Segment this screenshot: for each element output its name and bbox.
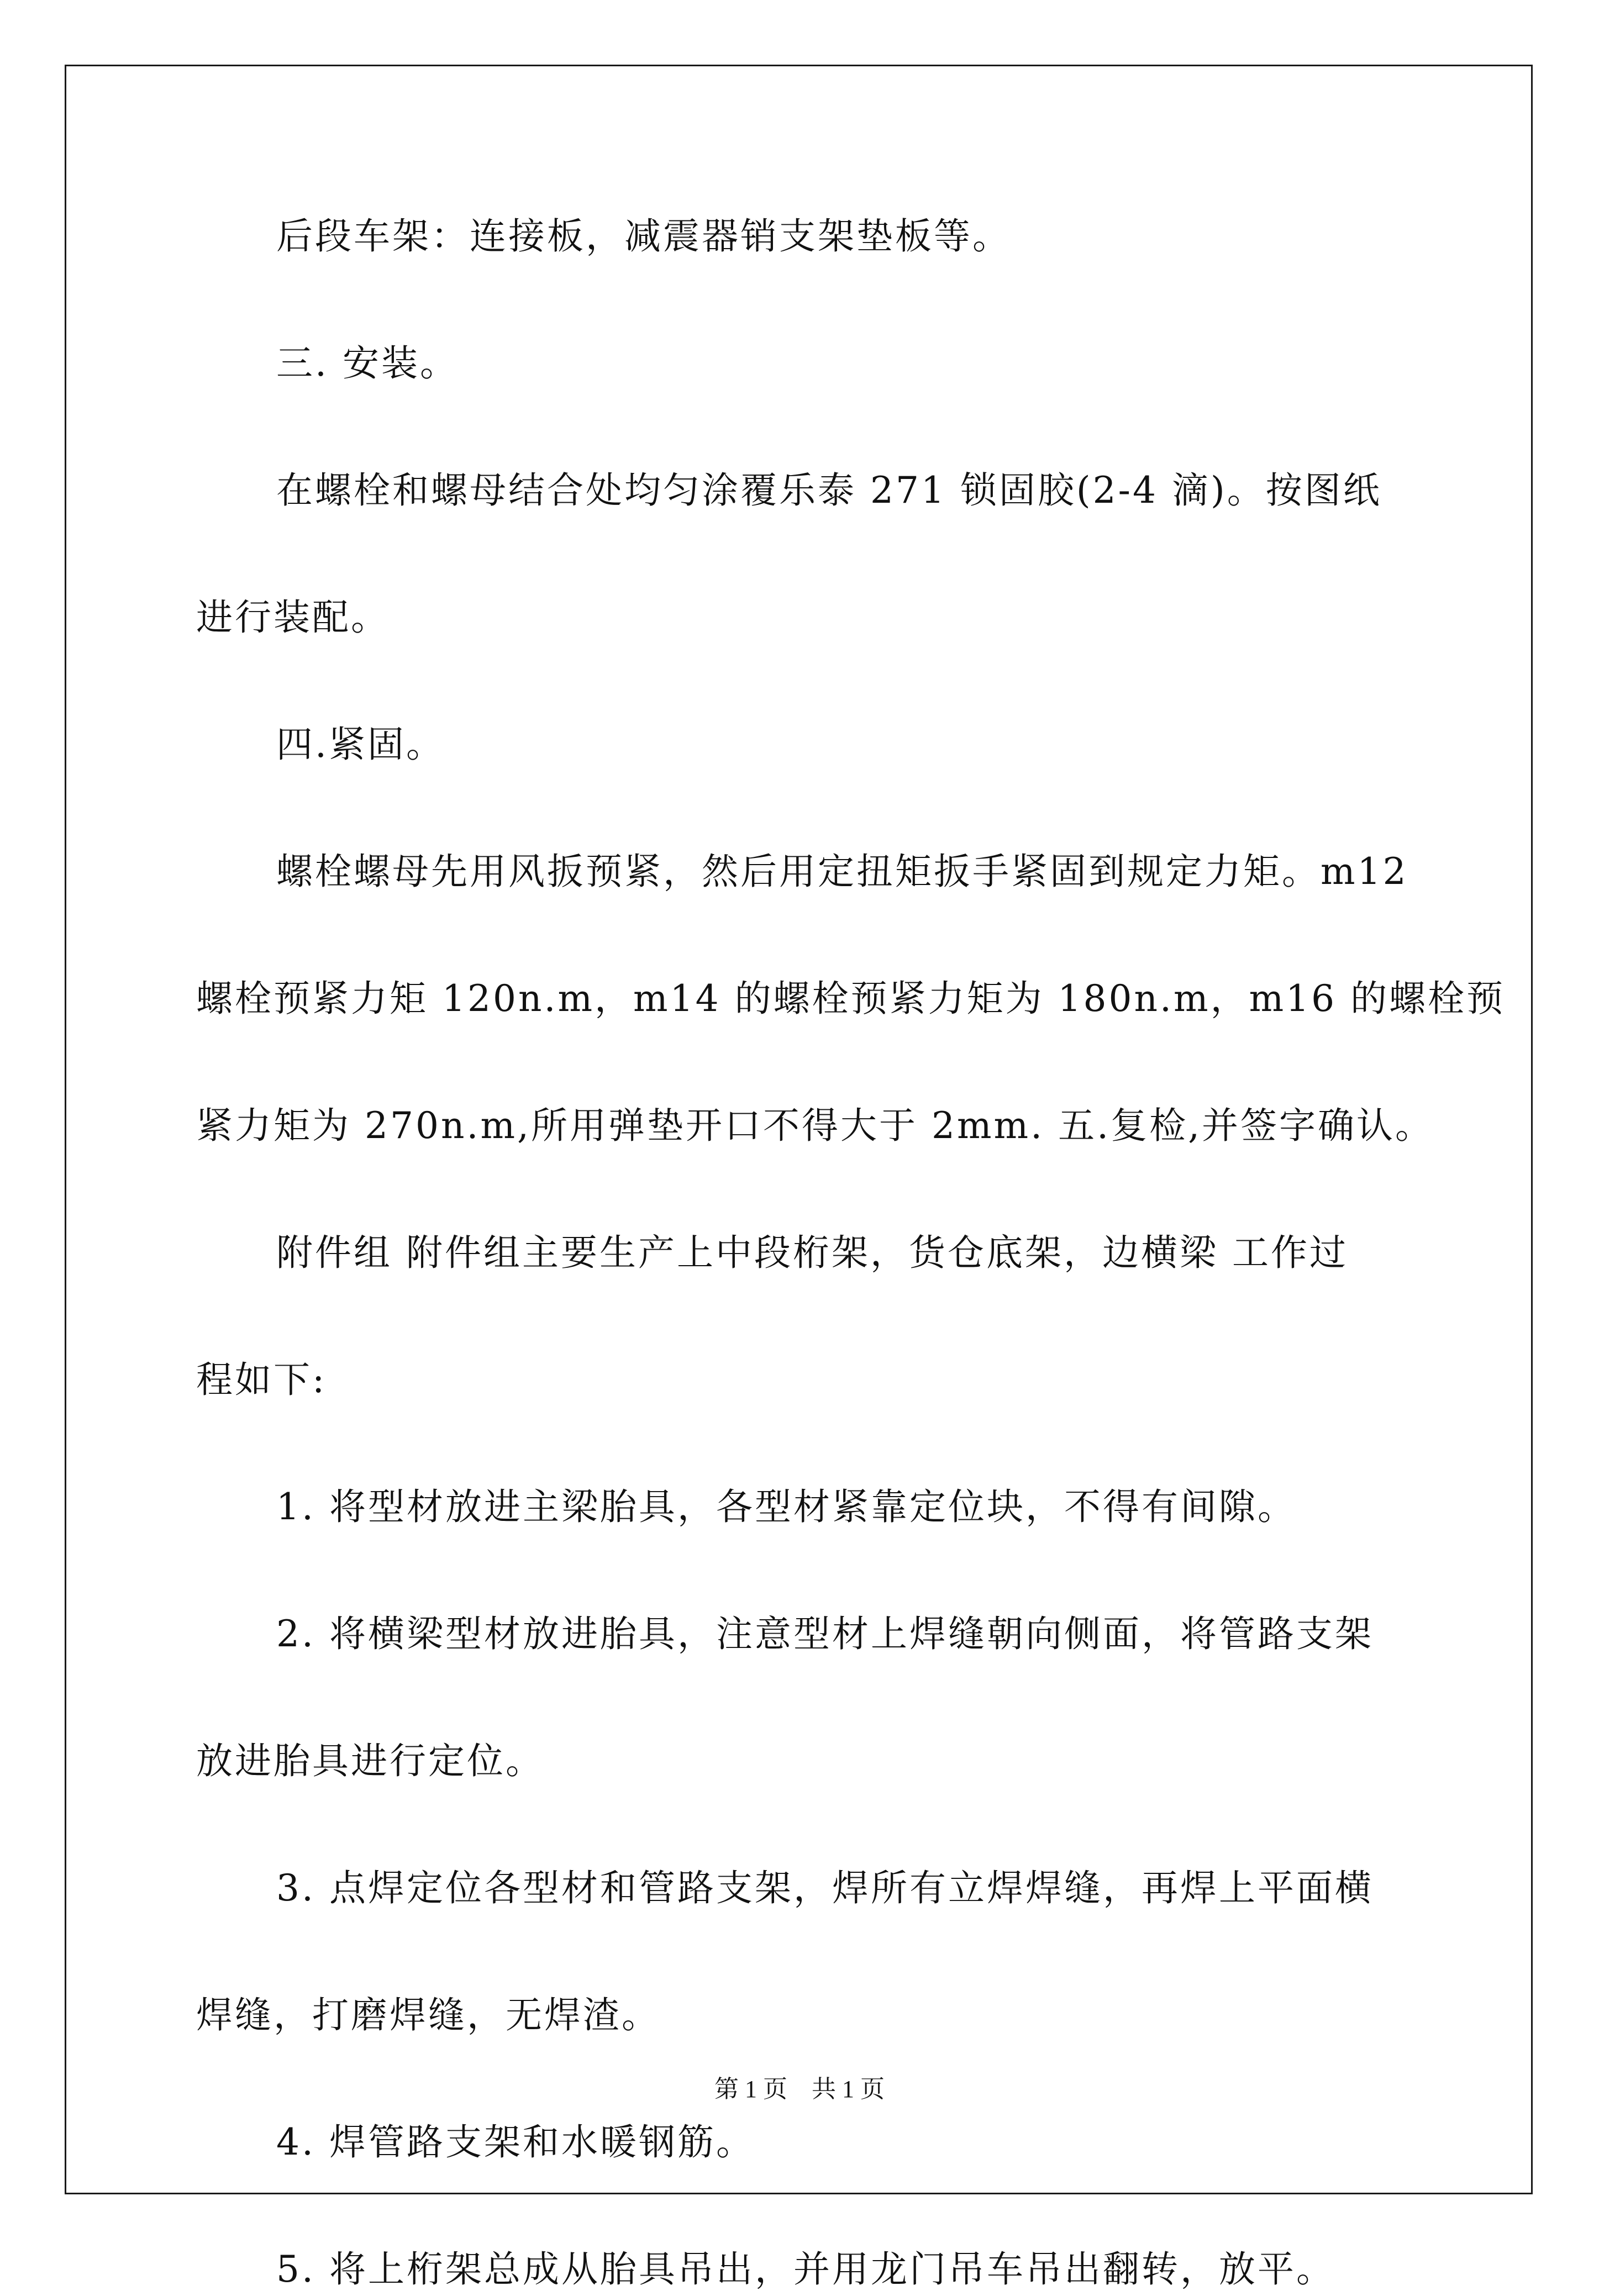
paragraph-line: 焊缝，打磨焊缝，无焊渣。	[196, 1994, 660, 2036]
list-item: 1. 将型材放进主梁胎具，各型材紧靠定位块，不得有间隙。	[276, 1486, 1296, 1528]
list-item: 4. 焊管路支架和水暖钢筋。	[276, 2121, 755, 2163]
paragraph-line: 螺栓预紧力矩 120n.m，m14 的螺栓预紧力矩为 180n.m，m16 的螺栓预	[196, 977, 1506, 1020]
paragraph-line: 紧力矩为 270n.m,所用弹垫开口不得大于 2mm. 五.复检,并签字确认。	[196, 1104, 1434, 1147]
section-heading: 四.紧固。	[276, 723, 445, 766]
list-item: 3. 点焊定位各型材和管路支架，焊所有立焊焊缝，再焊上平面横	[276, 1867, 1374, 1909]
paragraph-line: 附件组 附件组主要生产上中段桁架，货仓底架，边横梁 工作过	[276, 1231, 1348, 1274]
paragraph-line: 后段车架：连接板，减震器销支架垫板等。	[276, 215, 1011, 257]
list-item: 5. 将上桁架总成从胎具吊出，并用龙门吊车吊出翻转，放平。	[276, 2248, 1335, 2290]
list-item: 2. 将横梁型材放进胎具，注意型材上焊缝朝向侧面，将管路支架	[276, 1613, 1374, 1655]
paragraph-line: 进行装配。	[196, 596, 390, 639]
page-number: 第 1 页	[714, 2076, 787, 2103]
page-total: 共 1 页	[812, 2076, 885, 2103]
paragraph-line: 在螺栓和螺母结合处均匀涂覆乐泰 271 锁固胶(2-4 滴)。按图纸	[276, 469, 1382, 512]
paragraph-line: 放进胎具进行定位。	[196, 1740, 544, 1782]
paragraph-line: 程如下:	[196, 1358, 327, 1401]
section-heading: 三. 安装。	[276, 342, 459, 385]
page-footer	[0, 2069, 1599, 2104]
paragraph-line: 螺栓螺母先用风扳预紧，然后用定扭矩扳手紧固到规定力矩。m12	[276, 850, 1408, 893]
